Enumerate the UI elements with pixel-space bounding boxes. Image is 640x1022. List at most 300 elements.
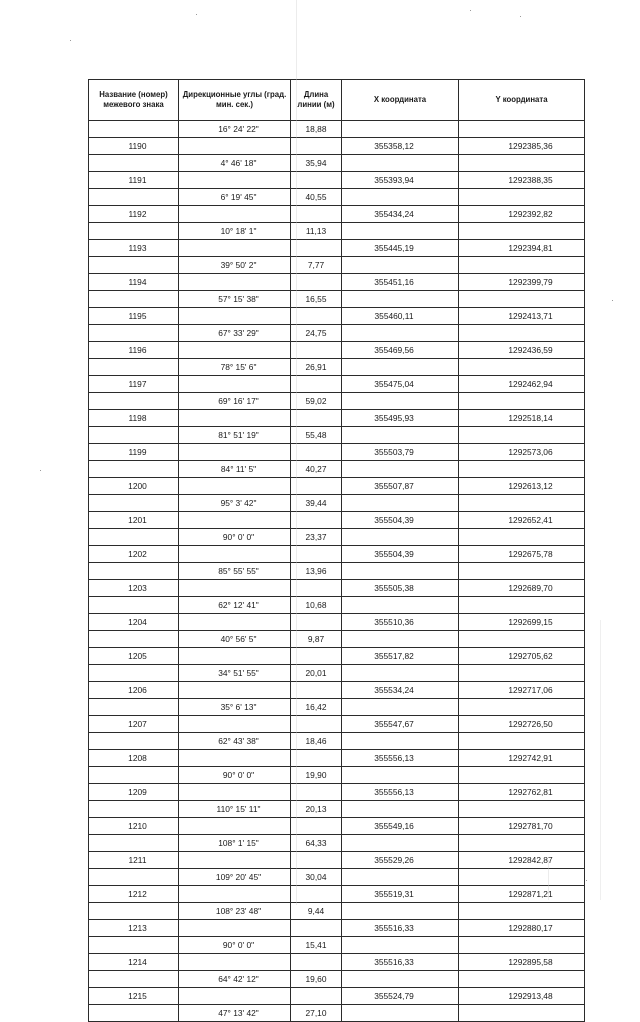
empty-cell (89, 767, 179, 784)
segment-row (89, 665, 585, 682)
y-coordinate: 1292781,70 (459, 818, 585, 835)
empty-cell (179, 206, 291, 223)
segment-row (89, 291, 585, 308)
empty-cell (342, 767, 459, 784)
empty-cell (342, 189, 459, 206)
segment-row (89, 971, 585, 988)
direction-angle: 40° 56' 5" (179, 631, 291, 648)
scan-speck (70, 40, 71, 41)
line-length: 18,88 (291, 121, 342, 138)
y-coordinate: 1292689,70 (459, 580, 585, 597)
direction-angle: 90° 0' 0" (179, 529, 291, 546)
empty-cell (459, 359, 585, 376)
empty-cell (291, 920, 342, 937)
empty-cell (291, 716, 342, 733)
empty-cell (342, 121, 459, 138)
empty-cell (89, 937, 179, 954)
point-row (89, 410, 585, 427)
empty-cell (291, 342, 342, 359)
x-coordinate: 355534,24 (342, 682, 459, 699)
point-name: 1191 (89, 172, 179, 189)
segment-row (89, 733, 585, 750)
point-row (89, 172, 585, 189)
empty-cell (459, 699, 585, 716)
empty-cell (342, 359, 459, 376)
scan-speck (470, 10, 471, 11)
point-row (89, 784, 585, 801)
line-length: 18,46 (291, 733, 342, 750)
empty-cell (179, 852, 291, 869)
point-row (89, 206, 585, 223)
segment-row (89, 223, 585, 240)
empty-cell (291, 614, 342, 631)
empty-cell (459, 835, 585, 852)
point-name: 1211 (89, 852, 179, 869)
direction-angle: 67° 33' 29" (179, 325, 291, 342)
x-coordinate: 355504,39 (342, 512, 459, 529)
empty-cell (342, 597, 459, 614)
y-coordinate: 1292742,91 (459, 750, 585, 767)
empty-cell (459, 869, 585, 886)
segment-row (89, 121, 585, 138)
empty-cell (179, 648, 291, 665)
empty-cell (459, 461, 585, 478)
x-coordinate: 355358,12 (342, 138, 459, 155)
empty-cell (291, 546, 342, 563)
scan-speck (40, 470, 41, 471)
empty-cell (179, 546, 291, 563)
header-line-length: Длина линии (м) (291, 80, 342, 121)
point-name: 1209 (89, 784, 179, 801)
segment-row (89, 835, 585, 852)
point-row (89, 716, 585, 733)
point-name: 1204 (89, 614, 179, 631)
y-coordinate: 1292385,36 (459, 138, 585, 155)
point-name: 1203 (89, 580, 179, 597)
empty-cell (342, 223, 459, 240)
point-name: 1214 (89, 954, 179, 971)
point-row (89, 240, 585, 257)
x-coordinate: 355556,13 (342, 750, 459, 767)
boundary-points-table (88, 79, 585, 1022)
empty-cell (459, 801, 585, 818)
y-coordinate: 1292399,79 (459, 274, 585, 291)
x-coordinate: 355469,56 (342, 342, 459, 359)
empty-cell (342, 665, 459, 682)
segment-row (89, 631, 585, 648)
line-length: 23,37 (291, 529, 342, 546)
point-name: 1210 (89, 818, 179, 835)
empty-cell (179, 478, 291, 495)
point-name: 1190 (89, 138, 179, 155)
empty-cell (291, 308, 342, 325)
line-length: 20,01 (291, 665, 342, 682)
empty-cell (342, 835, 459, 852)
empty-cell (291, 648, 342, 665)
segment-row (89, 427, 585, 444)
direction-angle: 47° 13' 42" (179, 1005, 291, 1022)
point-row (89, 580, 585, 597)
empty-cell (89, 189, 179, 206)
point-name: 1199 (89, 444, 179, 461)
x-coordinate: 355434,24 (342, 206, 459, 223)
empty-cell (89, 699, 179, 716)
empty-cell (342, 801, 459, 818)
x-coordinate: 355507,87 (342, 478, 459, 495)
empty-cell (291, 138, 342, 155)
empty-cell (89, 835, 179, 852)
empty-cell (89, 665, 179, 682)
y-coordinate: 1292388,35 (459, 172, 585, 189)
segment-row (89, 903, 585, 920)
scan-speck (520, 16, 521, 17)
direction-angle: 84° 11' 5" (179, 461, 291, 478)
empty-cell (291, 274, 342, 291)
empty-cell (179, 444, 291, 461)
segment-row (89, 801, 585, 818)
line-length: 40,27 (291, 461, 342, 478)
empty-cell (342, 1005, 459, 1022)
point-name: 1207 (89, 716, 179, 733)
point-name: 1213 (89, 920, 179, 937)
point-name: 1200 (89, 478, 179, 495)
point-name: 1215 (89, 988, 179, 1005)
empty-cell (291, 852, 342, 869)
segment-row (89, 257, 585, 274)
point-name: 1194 (89, 274, 179, 291)
empty-cell (89, 121, 179, 138)
direction-angle: 81° 51' 19" (179, 427, 291, 444)
line-length: 13,96 (291, 563, 342, 580)
y-coordinate: 1292462,94 (459, 376, 585, 393)
scan-streak (600, 620, 601, 900)
empty-cell (459, 597, 585, 614)
point-row (89, 274, 585, 291)
x-coordinate: 355451,16 (342, 274, 459, 291)
empty-cell (291, 376, 342, 393)
line-length: 7,77 (291, 257, 342, 274)
point-name: 1192 (89, 206, 179, 223)
empty-cell (291, 818, 342, 835)
empty-cell (179, 274, 291, 291)
direction-angle: 69° 16' 17" (179, 393, 291, 410)
point-row (89, 342, 585, 359)
empty-cell (342, 291, 459, 308)
empty-cell (291, 580, 342, 597)
header-x-coordinate: X координата (342, 80, 459, 121)
x-coordinate: 355505,38 (342, 580, 459, 597)
empty-cell (342, 563, 459, 580)
empty-cell (179, 172, 291, 189)
y-coordinate: 1292705,62 (459, 648, 585, 665)
empty-cell (342, 393, 459, 410)
empty-cell (89, 291, 179, 308)
x-coordinate: 355516,33 (342, 920, 459, 937)
empty-cell (89, 223, 179, 240)
point-row (89, 512, 585, 529)
empty-cell (342, 325, 459, 342)
empty-cell (179, 886, 291, 903)
empty-cell (342, 903, 459, 920)
empty-cell (179, 308, 291, 325)
empty-cell (179, 784, 291, 801)
line-length: 39,44 (291, 495, 342, 512)
point-name: 1205 (89, 648, 179, 665)
segment-row (89, 563, 585, 580)
empty-cell (342, 869, 459, 886)
empty-cell (291, 784, 342, 801)
line-length: 35,94 (291, 155, 342, 172)
empty-cell (342, 699, 459, 716)
empty-cell (291, 682, 342, 699)
empty-cell (291, 512, 342, 529)
empty-cell (459, 563, 585, 580)
header-direction-angle: Дирекционные углы (град. мин. сек.) (179, 80, 291, 121)
point-row (89, 614, 585, 631)
line-length: 55,48 (291, 427, 342, 444)
segment-row (89, 325, 585, 342)
empty-cell (179, 376, 291, 393)
x-coordinate: 355516,33 (342, 954, 459, 971)
x-coordinate: 355445,19 (342, 240, 459, 257)
empty-cell (179, 750, 291, 767)
point-name: 1193 (89, 240, 179, 257)
header-point-name: Название (номер) межевого знака (89, 80, 179, 121)
empty-cell (342, 631, 459, 648)
point-name: 1212 (89, 886, 179, 903)
y-coordinate: 1292675,78 (459, 546, 585, 563)
point-row (89, 648, 585, 665)
segment-row (89, 155, 585, 172)
y-coordinate: 1292871,21 (459, 886, 585, 903)
empty-cell (342, 495, 459, 512)
scan-speck (612, 300, 613, 301)
y-coordinate: 1292394,81 (459, 240, 585, 257)
empty-cell (179, 410, 291, 427)
scan-streak (296, 0, 297, 905)
empty-cell (459, 733, 585, 750)
x-coordinate: 355393,94 (342, 172, 459, 189)
empty-cell (89, 393, 179, 410)
empty-cell (459, 971, 585, 988)
y-coordinate: 1292652,41 (459, 512, 585, 529)
point-row (89, 478, 585, 495)
x-coordinate: 355529,26 (342, 852, 459, 869)
x-coordinate: 355495,93 (342, 410, 459, 427)
y-coordinate: 1292726,50 (459, 716, 585, 733)
direction-angle: 10° 18' 1" (179, 223, 291, 240)
empty-cell (179, 240, 291, 257)
y-coordinate: 1292699,15 (459, 614, 585, 631)
empty-cell (291, 478, 342, 495)
direction-angle: 90° 0' 0" (179, 767, 291, 784)
direction-angle: 78° 15' 6" (179, 359, 291, 376)
direction-angle: 108° 1' 15" (179, 835, 291, 852)
segment-row (89, 597, 585, 614)
line-length: 9,87 (291, 631, 342, 648)
empty-cell (291, 954, 342, 971)
segment-row (89, 767, 585, 784)
line-length: 64,33 (291, 835, 342, 852)
y-coordinate: 1292413,71 (459, 308, 585, 325)
empty-cell (459, 1005, 585, 1022)
direction-angle: 16° 24' 22" (179, 121, 291, 138)
direction-angle: 108° 23' 48" (179, 903, 291, 920)
empty-cell (89, 801, 179, 818)
point-name: 1201 (89, 512, 179, 529)
point-row (89, 886, 585, 903)
empty-cell (89, 359, 179, 376)
line-length: 16,42 (291, 699, 342, 716)
point-row (89, 852, 585, 869)
direction-angle: 35° 6' 13" (179, 699, 291, 716)
y-coordinate: 1292613,12 (459, 478, 585, 495)
y-coordinate: 1292573,06 (459, 444, 585, 461)
x-coordinate: 355517,82 (342, 648, 459, 665)
point-name: 1196 (89, 342, 179, 359)
direction-angle: 6° 19' 45" (179, 189, 291, 206)
segment-row (89, 359, 585, 376)
direction-angle: 110° 15' 11" (179, 801, 291, 818)
empty-cell (459, 393, 585, 410)
direction-angle: 57° 15' 38" (179, 291, 291, 308)
direction-angle: 34° 51' 55" (179, 665, 291, 682)
empty-cell (342, 971, 459, 988)
empty-cell (459, 223, 585, 240)
y-coordinate: 1292436,59 (459, 342, 585, 359)
y-coordinate: 1292880,17 (459, 920, 585, 937)
y-coordinate: 1292842,87 (459, 852, 585, 869)
empty-cell (291, 410, 342, 427)
y-coordinate: 1292392,82 (459, 206, 585, 223)
empty-cell (459, 529, 585, 546)
point-row (89, 682, 585, 699)
direction-angle: 85° 55' 55" (179, 563, 291, 580)
segment-row (89, 699, 585, 716)
empty-cell (179, 512, 291, 529)
segment-row (89, 393, 585, 410)
empty-cell (459, 189, 585, 206)
line-length: 20,13 (291, 801, 342, 818)
point-row (89, 376, 585, 393)
point-row (89, 920, 585, 937)
point-row (89, 444, 585, 461)
line-length: 10,68 (291, 597, 342, 614)
direction-angle: 95° 3' 42" (179, 495, 291, 512)
scan-streak (548, 860, 549, 900)
line-length: 16,55 (291, 291, 342, 308)
line-length: 26,91 (291, 359, 342, 376)
empty-cell (342, 529, 459, 546)
point-row (89, 750, 585, 767)
empty-cell (89, 869, 179, 886)
line-length: 30,04 (291, 869, 342, 886)
point-name: 1197 (89, 376, 179, 393)
direction-angle: 64° 42' 12" (179, 971, 291, 988)
point-name: 1206 (89, 682, 179, 699)
segment-row (89, 495, 585, 512)
empty-cell (179, 954, 291, 971)
empty-cell (179, 138, 291, 155)
empty-cell (291, 988, 342, 1005)
empty-cell (89, 427, 179, 444)
empty-cell (459, 427, 585, 444)
y-coordinate: 1292895,58 (459, 954, 585, 971)
point-row (89, 546, 585, 563)
x-coordinate: 355504,39 (342, 546, 459, 563)
empty-cell (89, 325, 179, 342)
empty-cell (342, 937, 459, 954)
table-header-row (89, 80, 585, 121)
empty-cell (89, 495, 179, 512)
y-coordinate: 1292717,06 (459, 682, 585, 699)
line-length: 40,55 (291, 189, 342, 206)
x-coordinate: 355549,16 (342, 818, 459, 835)
empty-cell (291, 750, 342, 767)
empty-cell (342, 257, 459, 274)
x-coordinate: 355475,04 (342, 376, 459, 393)
empty-cell (179, 920, 291, 937)
header-y-coordinate: Y координата (459, 80, 585, 121)
empty-cell (179, 682, 291, 699)
empty-cell (179, 988, 291, 1005)
point-row (89, 954, 585, 971)
empty-cell (459, 767, 585, 784)
x-coordinate: 355503,79 (342, 444, 459, 461)
line-length: 19,90 (291, 767, 342, 784)
direction-angle: 109° 20' 45" (179, 869, 291, 886)
line-length: 11,13 (291, 223, 342, 240)
x-coordinate: 355519,31 (342, 886, 459, 903)
empty-cell (179, 614, 291, 631)
empty-cell (179, 818, 291, 835)
empty-cell (89, 155, 179, 172)
x-coordinate: 355460,11 (342, 308, 459, 325)
empty-cell (459, 325, 585, 342)
empty-cell (342, 155, 459, 172)
empty-cell (291, 240, 342, 257)
empty-cell (89, 1005, 179, 1022)
line-length: 19,60 (291, 971, 342, 988)
empty-cell (459, 155, 585, 172)
empty-cell (89, 733, 179, 750)
empty-cell (459, 257, 585, 274)
empty-cell (459, 495, 585, 512)
line-length: 27,10 (291, 1005, 342, 1022)
empty-cell (291, 886, 342, 903)
point-name: 1198 (89, 410, 179, 427)
segment-row (89, 461, 585, 478)
line-length: 9,44 (291, 903, 342, 920)
empty-cell (459, 903, 585, 920)
x-coordinate: 355524,79 (342, 988, 459, 1005)
x-coordinate: 355556,13 (342, 784, 459, 801)
x-coordinate: 355547,67 (342, 716, 459, 733)
x-coordinate: 355510,36 (342, 614, 459, 631)
empty-cell (342, 461, 459, 478)
empty-cell (291, 206, 342, 223)
point-name: 1195 (89, 308, 179, 325)
direction-angle: 62° 12' 41" (179, 597, 291, 614)
empty-cell (291, 444, 342, 461)
segment-row (89, 1005, 585, 1022)
point-row (89, 988, 585, 1005)
empty-cell (89, 971, 179, 988)
empty-cell (459, 121, 585, 138)
empty-cell (459, 631, 585, 648)
empty-cell (291, 172, 342, 189)
empty-cell (89, 461, 179, 478)
